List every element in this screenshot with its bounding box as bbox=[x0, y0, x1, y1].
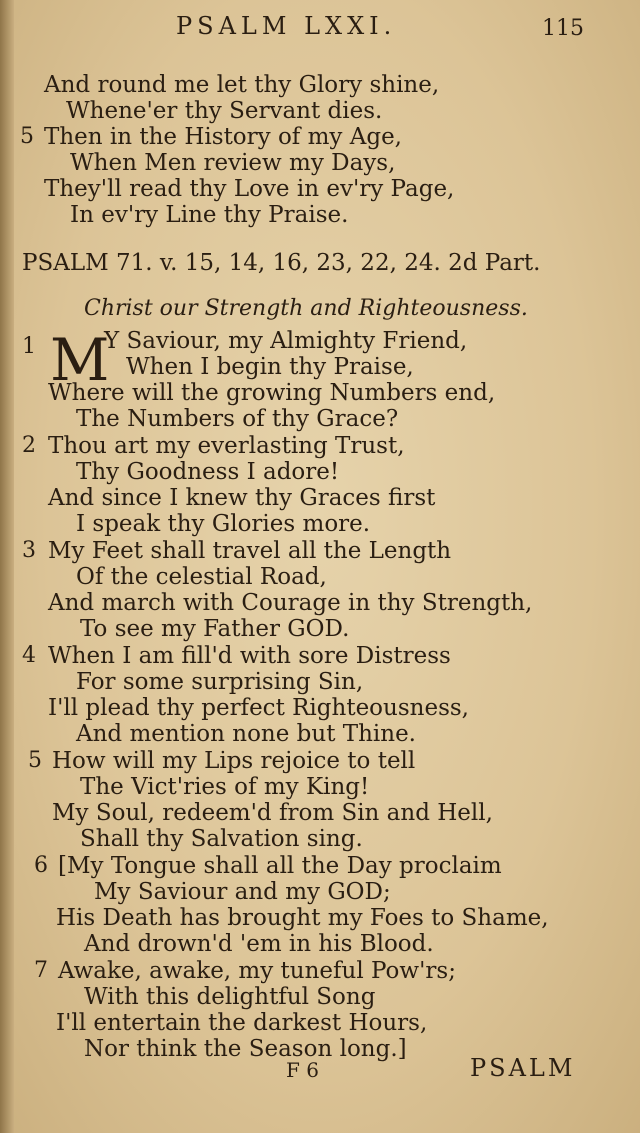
verse-number: 4 bbox=[22, 643, 36, 668]
text-line: When I am fill'd with sore Distress bbox=[48, 643, 451, 669]
signature-mark: F 6 bbox=[286, 1058, 319, 1082]
verse-number: 1 bbox=[22, 334, 36, 359]
running-head-title: PSALM LXXI. bbox=[176, 12, 397, 40]
text-line: And round me let thy Glory shine, bbox=[44, 72, 440, 98]
text-line: And drown'd 'em in his Blood. bbox=[84, 931, 434, 957]
text-line: They'll read thy Love in ev'ry Page, bbox=[44, 176, 455, 202]
drop-cap: M bbox=[50, 326, 110, 394]
running-head bbox=[0, 12, 640, 46]
text-line: When I begin thy Praise, bbox=[126, 354, 414, 380]
text-line: I'll entertain the darkest Hours, bbox=[56, 1010, 428, 1036]
text-line: My Saviour and my GOD; bbox=[94, 879, 391, 905]
verse-number: 5 bbox=[28, 748, 42, 773]
text-line: Nor think the Season long.] bbox=[84, 1036, 407, 1062]
text-line: To see my Father GOD. bbox=[80, 616, 350, 642]
text-line: Thou art my everlasting Trust, bbox=[48, 433, 405, 459]
page-number: 115 bbox=[542, 16, 584, 41]
section-subtitle: Christ our Strength and Righteousness. bbox=[84, 296, 528, 321]
text-line: Where will the growing Numbers end, bbox=[48, 380, 496, 406]
text-line: His Death has brought my Foes to Shame, bbox=[56, 905, 549, 931]
text-line: How will my Lips rejoice to tell bbox=[52, 748, 416, 774]
text-line: Awake, awake, my tuneful Pow'rs; bbox=[58, 958, 456, 984]
text-line: And mention none but Thine. bbox=[76, 721, 416, 747]
text-line: I'll plead thy perfect Righteousness, bbox=[48, 695, 469, 721]
verse-number: 6 bbox=[34, 853, 48, 878]
text-line: When Men review my Days, bbox=[70, 150, 396, 176]
catchword: PSALM bbox=[470, 1054, 576, 1082]
section-heading: PSALM 71. v. 15, 14, 16, 23, 22, 24. 2d Part. bbox=[22, 250, 541, 276]
text-line: In ev'ry Line thy Praise. bbox=[70, 202, 349, 228]
verse-number: 7 bbox=[34, 958, 48, 983]
text-line: Shall thy Salvation sing. bbox=[80, 826, 363, 852]
verse-number: 5 bbox=[20, 124, 34, 149]
text-line: The Vict'ries of my King! bbox=[80, 774, 370, 800]
text-line: The Numbers of thy Grace? bbox=[76, 406, 399, 432]
verse-number: 3 bbox=[22, 538, 36, 563]
text-line: Of the celestial Road, bbox=[76, 564, 327, 590]
text-line: Then in the History of my Age, bbox=[44, 124, 402, 150]
text-line: Y Saviour, my Almighty Friend, bbox=[104, 328, 468, 354]
text-line: And march with Courage in thy Strength, bbox=[48, 590, 533, 616]
text-line: My Soul, redeem'd from Sin and Hell, bbox=[52, 800, 493, 826]
text-line: My Feet shall travel all the Length bbox=[48, 538, 452, 564]
text-line: [My Tongue shall all the Day proclaim bbox=[58, 853, 502, 879]
text-line: With this delightful Song bbox=[84, 984, 376, 1010]
text-line: Whene'er thy Servant dies. bbox=[66, 98, 383, 124]
text-line: Thy Goodness I adore! bbox=[76, 459, 340, 485]
text-line: And since I knew thy Graces first bbox=[48, 485, 436, 511]
verse-number: 2 bbox=[22, 433, 36, 458]
text-line: I speak thy Glories more. bbox=[76, 511, 371, 537]
page-gutter bbox=[0, 0, 14, 1133]
text-line: For some surprising Sin, bbox=[76, 669, 364, 695]
